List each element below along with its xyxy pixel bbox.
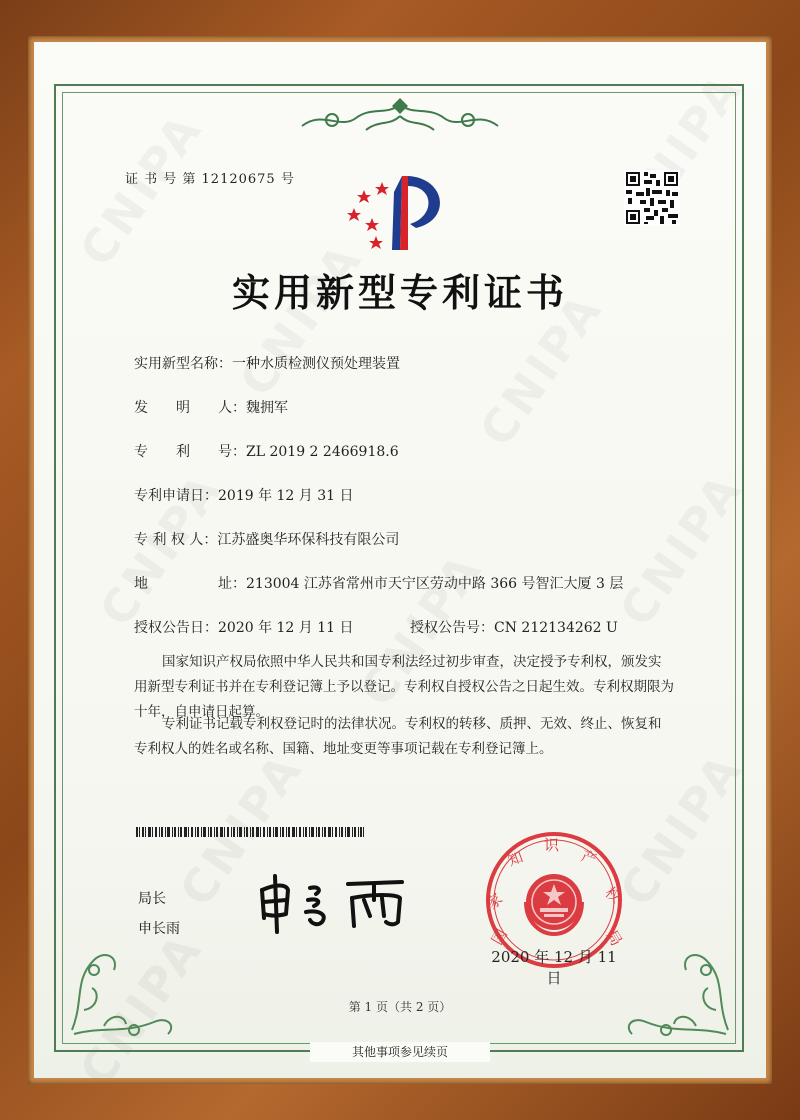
bottom-left-ornament-icon [64, 930, 194, 1040]
field-label: 专 利 权 人： [134, 532, 218, 548]
svg-text:国: 国 [487, 925, 511, 948]
cnipa-logo-icon [346, 172, 456, 252]
field-patent-number [134, 441, 399, 461]
top-ornament-icon [292, 96, 508, 140]
seal-date: 2020 年 12 月 11 日 [491, 948, 617, 987]
field-label: 授权公告日： [134, 620, 218, 636]
footer-note: 其他事项参见续页 [310, 1042, 490, 1062]
field-address [134, 573, 623, 593]
director-signature-icon [252, 870, 422, 936]
field-grant-number [410, 617, 618, 637]
field-label: 授权公告号： [410, 620, 494, 636]
qr-code-icon [624, 170, 680, 226]
field-value: 2019 年 12 月 31 日 [218, 488, 354, 504]
field-value: ZL 2019 2 2466918.6 [246, 444, 399, 460]
field-inventor [134, 397, 288, 417]
field-patentee [134, 529, 399, 549]
field-grant-date [134, 617, 354, 637]
field-label: 实用新型名称： [134, 356, 232, 372]
svg-text:知: 知 [505, 847, 526, 870]
certificate-number: 证 书 号 第 12120675 号 [125, 172, 295, 187]
field-label: 地 址： [134, 576, 246, 592]
field-value: 213004 江苏省常州市天宁区劳动中路 366 号智汇大厦 3 层 [246, 576, 624, 592]
barcode-icon [136, 827, 364, 837]
field-value: CN 212134262 U [494, 620, 618, 636]
paragraph-grant-statement: 国家知识产权局依照中华人民共和国专利法经过初步审查，决定授予专利权，颁发实用新型专利证书并在专利登记簿上予以登记。专利权自授权公告之日起生效。专利权期限为十年，自申请日起算。 [134, 654, 674, 720]
director-name: 申长雨 [138, 921, 180, 937]
svg-text:产: 产 [578, 846, 599, 869]
paragraph-legal-status: 专利证书记载专利权登记时的法律状况。专利权的转移、质押、无效、终止、恢复和专利权人的姓名或名称、国籍、地址变更等事项记载在专利登记簿上。 [134, 716, 662, 757]
field-value: 江苏盛奥华环保科技有限公司 [217, 532, 400, 548]
director-title: 局长 [138, 891, 166, 907]
field-utility-model-name [134, 353, 400, 373]
svg-text:局: 局 [602, 927, 626, 950]
field-filing-date [134, 485, 354, 505]
field-value: 2020 年 12 月 11 日 [218, 620, 354, 636]
field-label: 专利申请日： [134, 488, 218, 504]
svg-text:家: 家 [483, 889, 507, 914]
svg-text:权: 权 [601, 883, 625, 907]
field-label: 专 利 号： [134, 444, 246, 460]
field-value: 一种水质检测仪预处理装置 [232, 356, 400, 372]
field-label: 发 明 人： [134, 400, 246, 416]
field-value: 魏拥军 [246, 400, 288, 416]
svg-text:识: 识 [544, 836, 560, 854]
page-number: 第 1 页（共 2 页） [348, 1000, 452, 1014]
certificate-title: 实用新型专利证书 [231, 271, 568, 315]
